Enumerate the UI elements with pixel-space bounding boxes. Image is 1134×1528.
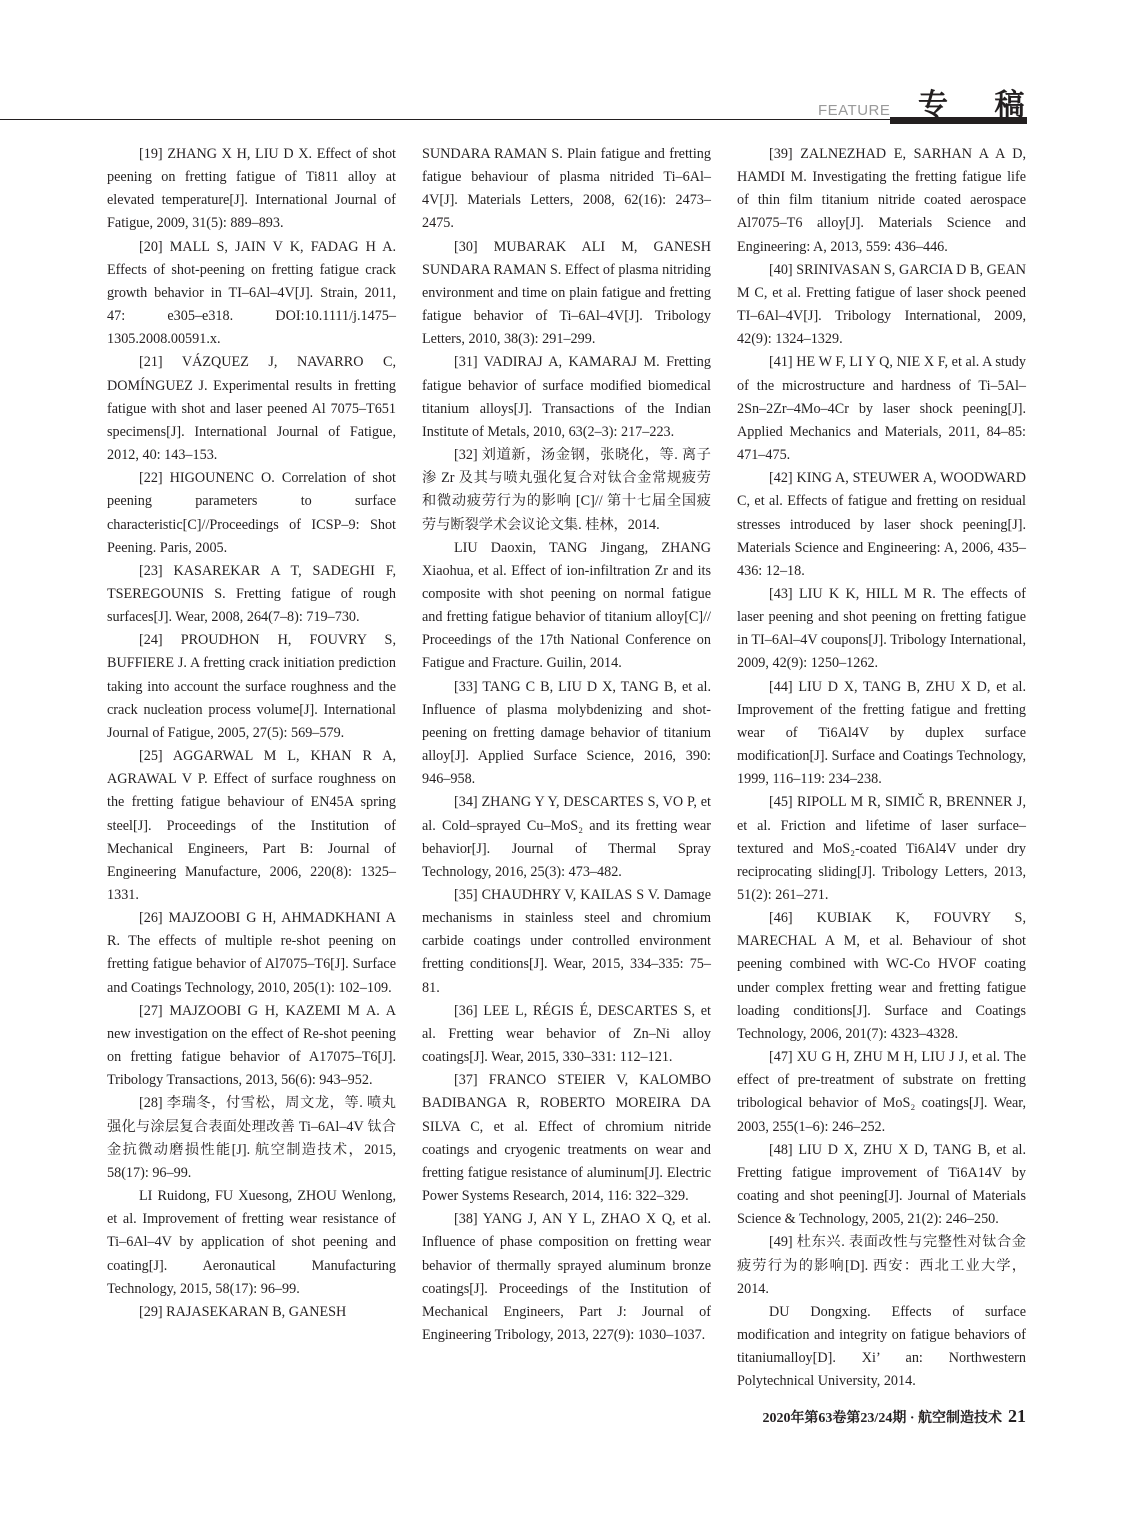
reference-entry: [28] 李瑞冬，付雪松，周文龙，等. 喷丸强化与涂层复合表面处理改善 Ti–6Al–4V 钛合金抗微动磨损性能[J]. 航空制造技术，2015, 58(17): 96–99.: [107, 1095, 396, 1181]
reference-entry: [39] ZALNEZHAD E, SARHAN A A D, HAMDI M. Investigating the fretting fatigue life of thin film titanium nitride coated aerospace Al7075–T6 alloy[J]. Materials Science and Engineering: A, 2013, 559: 436–446.: [737, 146, 1026, 255]
reference-entry: [43] LIU K K, HILL M R. The effects of laser peening and shot peening on fretting fatigue in TI–6Al–4V coupons[J]. Tribology International, 2009, 42(9): 1250–1262.: [737, 585, 1026, 672]
reference-entry: [36] LEE L, RÉGIS É, DESCARTES S, et al. Fretting wear behavior of Zn–Ni alloy coatings[J]. Wear, 2015, 330–331: 112–121.: [422, 1002, 711, 1066]
reference-entry: [32] 刘道新，汤金钢，张晓化，等. 离子渗 Zr 及其与喷丸强化复合对钛合金常规疲劳和微动疲劳行为的影响 [C]// 第十七届全国疲劳与断裂学术会议论文集. 桂林，2014.: [422, 447, 711, 533]
reference-entry: [24] PROUDHON H, FOUVRY S, BUFFIERE J. A fretting crack initiation prediction taking into account the surface roughness and the crack nucleation process volume[J]. International Journal of Fatigue, 2005, 27(5): 569–579.: [107, 632, 396, 741]
reference-entry: [19] ZHANG X H, LIU D X. Effect of shot peening on fretting fatigue of Ti811 alloy at elevated temperature[J]. International Journal of Fatigue, 2009, 31(5): 889–893.: [107, 146, 396, 232]
reference-entry: [35] CHAUDHRY V, KAILAS S V. Damage mechanisms in stainless steel and chromium carbide coatings under controlled environment fretting conditions[J]. Wear, 2015, 334–335: 75–81.: [422, 887, 711, 996]
header-rule: [0, 119, 1027, 120]
reference-entry: LIU Daoxin, TANG Jingang, ZHANG Xiaohua, et al. Effect of ion-infiltration Zr and its composite with shot peening on normal fatigue and fretting fatigue behavior of titanium alloy[C]// Proceedings of the 17th National Conference on Fatigue and Fracture. Guilin, 2014.: [422, 539, 711, 672]
reference-entry: [37] FRANCO STEIER V, KALOMBO BADIBANGA R, ROBERTO MOREIRA DA SILVA C, et al. Effect of chromium nitride coatings and cryogenic treatments on wear and fretting fatigue resistance of aluminum[J]. Electric Power Systems Research, 2014, 116: 322–329.: [422, 1072, 711, 1205]
reference-column-2: [422, 143, 711, 1347]
reference-entry: [20] MALL S, JAIN V K, FADAG H A. Effects of shot-peening on fretting fatigue crack growth behavior in TI–6Al–4V[J]. Strain, 2011, 47: e305–e318. DOI:10.1111/j.1475–1305.2008.00591.x.: [107, 238, 396, 348]
reference-entry: [42] KING A, STEUWER A, WOODWARD C, et al. Effects of fatigue and fretting on residual stresses introduced by laser shock peening[J]. Materials Science and Engineering: A, 2006, 435–436: 12–18.: [737, 470, 1026, 579]
reference-entry: [41] HE W F, LI Y Q, NIE X F, et al. A study of the microstructure and hardness of Ti–5Al–2Sn–2Zr–4Mo–4Cr by laser shock peening[J]. Applied Mechanics and Materials, 2011, 84–85: 471–475.: [737, 354, 1026, 464]
reference-column-1: [107, 143, 396, 1324]
journal-issue-line: 2020年第63卷第23/24期 · 航空制造技术: [762, 1411, 1002, 1426]
reference-entry: [45] RIPOLL M R, SIMIČ R, BRENNER J, et al. Friction and lifetime of laser surface–textured and MoS₂-coated Ti6Al4V under dry reciprocating sliding[J]. Tribology Letters, 2013, 51(2): 261–271.: [737, 794, 1026, 903]
reference-entry: LI Ruidong, FU Xuesong, ZHOU Wenlong, et al. Improvement of fretting wear resistance of Ti–6Al–4V by application of shot peening and coating[J]. Aeronautical Manufacturing Technology, 2015, 58(17): 96–99.: [107, 1188, 396, 1297]
reference-entry: [21] VÁZQUEZ J, NAVARRO C, DOMÍNGUEZ J. Experimental results in fretting fatigue with shot and laser peened Al 7075–T651 specimens[J]. International Journal of Fatigue, 2012, 40: 143–153.: [107, 354, 396, 464]
reference-entry: [25] AGGARWAL M L, KHAN R A, AGRAWAL V P. Effect of surface roughness on the fretting fatigue behaviour of EN45A spring steel[J]. Proceedings of the Institution of Mechanical Engineers, Part B: Journal of Engineering Manufacture, 2006, 220(8): 1325–1331.: [107, 748, 396, 903]
section-label-zh: 专 稿: [918, 88, 1043, 123]
reference-entry: [30] MUBARAK ALI M, GANESH SUNDARA RAMAN S. Effect of plasma nitriding environment and time on plain fatigue and fretting fatigue behavior of Ti–6Al–4V[J]. Tribology Letters, 2010, 38(3): 291–299.: [422, 238, 711, 348]
reference-entry: [31] VADIRAJ A, KAMARAJ M. Fretting fatigue behavior of surface modified biomedical titanium alloys[J]. Transactions of the Indian Institute of Metals, 2010, 63(2–3): 217–223.: [422, 354, 711, 440]
section-label-en: FEATURE: [818, 102, 891, 119]
reference-entry: [23] KASAREKAR A T, SADEGHI F, TSEREGOUNIS S. Fretting fatigue of rough surfaces[J]. Wear, 2008, 264(7–8): 719–730.: [107, 562, 396, 626]
reference-entry: [22] HIGOUNENC O. Correlation of shot peening parameters to surface characteristic[C]//Proceedings of ICSP–9: Shot Peening. Paris, 2005.: [107, 470, 396, 556]
reference-entry: DU Dongxing. Effects of surface modification and integrity on fatigue behaviors of titaniumalloy[D]. Xi’ an: Northwestern Polytechnical University, 2014.: [737, 1303, 1026, 1390]
page-footer: [700, 1406, 1026, 1427]
reference-entry: [38] YANG J, AN Y L, ZHAO X Q, et al. Influence of phase composition on fretting wear behavior of thermally sprayed aluminum bronze coatings[J]. Proceedings of the Institution of Mechanical Engineers, Part J: Journal of Engineering Tribology, 2013, 227(9): 1030–1037.: [422, 1211, 711, 1343]
reference-entry: [40] SRINIVASAN S, GARCIA D B, GEAN M C, et al. Fretting fatigue of laser shock peened TI–6Al–4V[J]. Tribology International, 2009, 42(9): 1324–1329.: [737, 261, 1026, 348]
reference-entry: [47] XU G H, ZHU M H, LIU J J, et al. The effect of pre-treatment of substrate on fretting tribological behavior of MoS₂ coatings[J]. Wear, 2003, 255(1–6): 246–252.: [737, 1049, 1026, 1135]
reference-entry: [29] RAJASEKARAN B, GANESH: [139, 1303, 347, 1320]
reference-entry: [48] LIU D X, ZHU X D, TANG B, et al. Fretting fatigue improvement of Ti6A14V by coating and shot peening[J]. Journal of Materials Science & Technology, 2005, 21(2): 246–250.: [737, 1141, 1026, 1228]
reference-entry: [49] 杜东兴. 表面改性与完整性对钛合金疲劳行为的影响[D]. 西安：西北工业大学，2014.: [737, 1234, 1026, 1297]
reference-entry: [46] KUBIAK K, FOUVRY S, MARECHAL A M, et al. Behaviour of shot peening combined with WC-Co HVOF coating under complex fretting wear and fretting fatigue loading conditions[J]. Surface and Coatings Technology, 2006, 201(7): 4323–4328.: [737, 910, 1026, 1042]
reference-entry: [34] ZHANG Y Y, DESCARTES S, VO P, et al. Cold–sprayed Cu–MoS₂ and its fretting wear behavior[J]. Journal of Thermal Spray Technology, 2016, 25(3): 473–482.: [422, 794, 711, 880]
reference-entry: [44] LIU D X, TANG B, ZHU X D, et al. Improvement of the fretting fatigue and fretting wear of Ti6Al4V by duplex surface modification[J]. Surface and Coatings Technology, 1999, 116–119: 234–238.: [737, 678, 1026, 788]
reference-entry: [33] TANG C B, LIU D X, TANG B, et al. Influence of plasma molybdenizing and shot-peening on fretting damage behavior of titanium alloy[J]. Applied Surface Science, 2016, 390: 946–958.: [422, 678, 711, 788]
reference-column-3: [737, 143, 1026, 1393]
reference-entry: [26] MAJZOOBI G H, AHMADKHANI A R. The effects of multiple re-shot peening on fretting fatigue behavior of Al7075–T6[J]. Surface and Coatings Technology, 2010, 205(1): 102–109.: [107, 910, 396, 996]
page-number: 21: [1008, 1406, 1026, 1426]
reference-entry: [27] MAJZOOBI G H, KAZEMI M A. A new investigation on the effect of Re-shot peening on fretting fatigue behavior of A17075–T6[J]. Tribology Transactions, 2013, 56(6): 943–952.: [107, 1002, 396, 1089]
reference-entry-continued: SUNDARA RAMAN S. Plain fatigue and fretting fatigue behaviour of plasma nitrided Ti–6Al–4V[J]. Materials Letters, 2008, 62(16): 2473–2475.: [422, 146, 711, 232]
